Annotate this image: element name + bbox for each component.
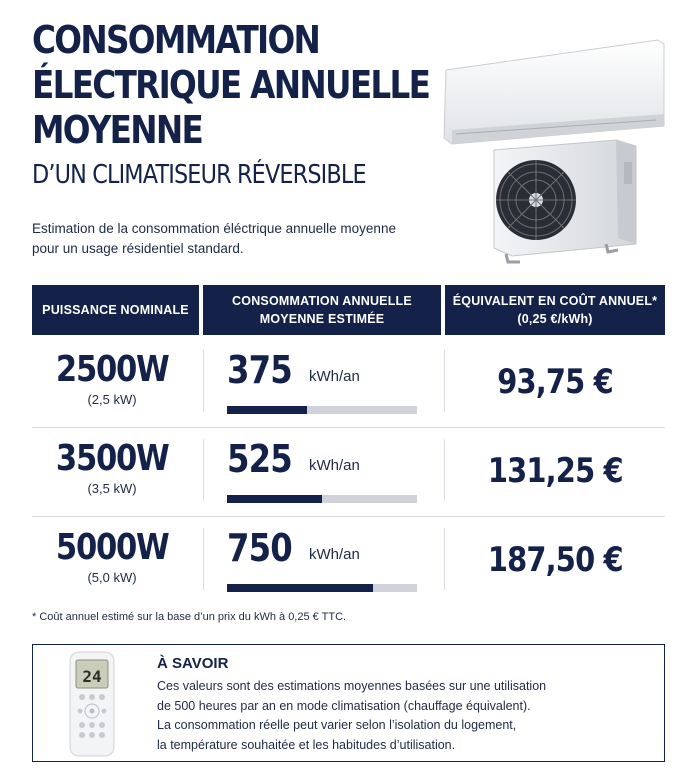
info-title: À SAVOIR xyxy=(157,655,229,672)
consumption-unit: kWh/an xyxy=(309,368,360,385)
power-value: 3500W xyxy=(55,438,169,479)
power-kw: (5,0 kW) xyxy=(87,570,137,585)
info-line: La consommation réelle peut varier selon l’isolation du logement, xyxy=(157,718,517,732)
power-value: 2500W xyxy=(55,349,169,390)
consumption-value: 525 xyxy=(227,437,292,481)
title-line-1: CONSOMMATION xyxy=(32,18,320,62)
info-line: de 500 heures par an en mode climatisation (chauffage équivalent). xyxy=(157,698,531,713)
title-line-2: ÉLECTRIQUE ANNUELLE xyxy=(32,63,430,107)
consumption-unit: kWh/an xyxy=(309,546,360,563)
consumption-value: 750 xyxy=(227,526,292,570)
air-conditioner-illustration xyxy=(436,34,676,264)
page-subtitle: D’UN CLIMATISEUR RÉVERSIBLE xyxy=(32,160,366,190)
info-box xyxy=(32,644,665,762)
cost-value: 131,25 € xyxy=(487,451,623,491)
title-line-3: MOYENNE xyxy=(32,108,203,152)
info-line: la température souhaitée et les habitudes d’utilisation. xyxy=(157,737,456,752)
consumption-value: 375 xyxy=(227,348,292,392)
header-consumption: CONSOMMATION ANNUELLE MOYENNE ESTIMÉE xyxy=(203,285,441,335)
consumption-unit: kWh/an xyxy=(309,457,360,474)
consumption-bar xyxy=(227,406,417,414)
header-power: PUISSANCE NOMINALE xyxy=(32,285,199,335)
info-line: Ces valeurs sont des estimations moyennes basées sur une utilisation xyxy=(157,679,547,693)
table-row xyxy=(32,338,665,426)
consumption-bar xyxy=(227,584,417,592)
consumption-bar xyxy=(227,495,417,503)
power-value: 5000W xyxy=(55,527,169,568)
footnote: * Coût annuel estimé sur la base d’un prix du kWh à 0,25 € TTC. xyxy=(32,611,347,623)
cost-value: 93,75 € xyxy=(497,362,613,402)
intro-text: Estimation de la consommation éléctrique annuelle moyenne pour un usage résidentiel standard. xyxy=(32,221,396,256)
info-text xyxy=(157,677,637,755)
power-kw: (2,5 kW) xyxy=(87,392,137,407)
table-row xyxy=(32,516,665,604)
remote-control-icon xyxy=(69,651,115,757)
page-title xyxy=(32,18,429,153)
cost-value: 187,50 € xyxy=(487,540,623,580)
table-row xyxy=(32,427,665,515)
remote-display: 24 xyxy=(82,667,102,686)
header-cost: ÉQUIVALENT EN COÛT ANNUEL* (0,25 €/kWh) xyxy=(445,285,665,335)
power-kw: (3,5 kW) xyxy=(87,481,137,496)
